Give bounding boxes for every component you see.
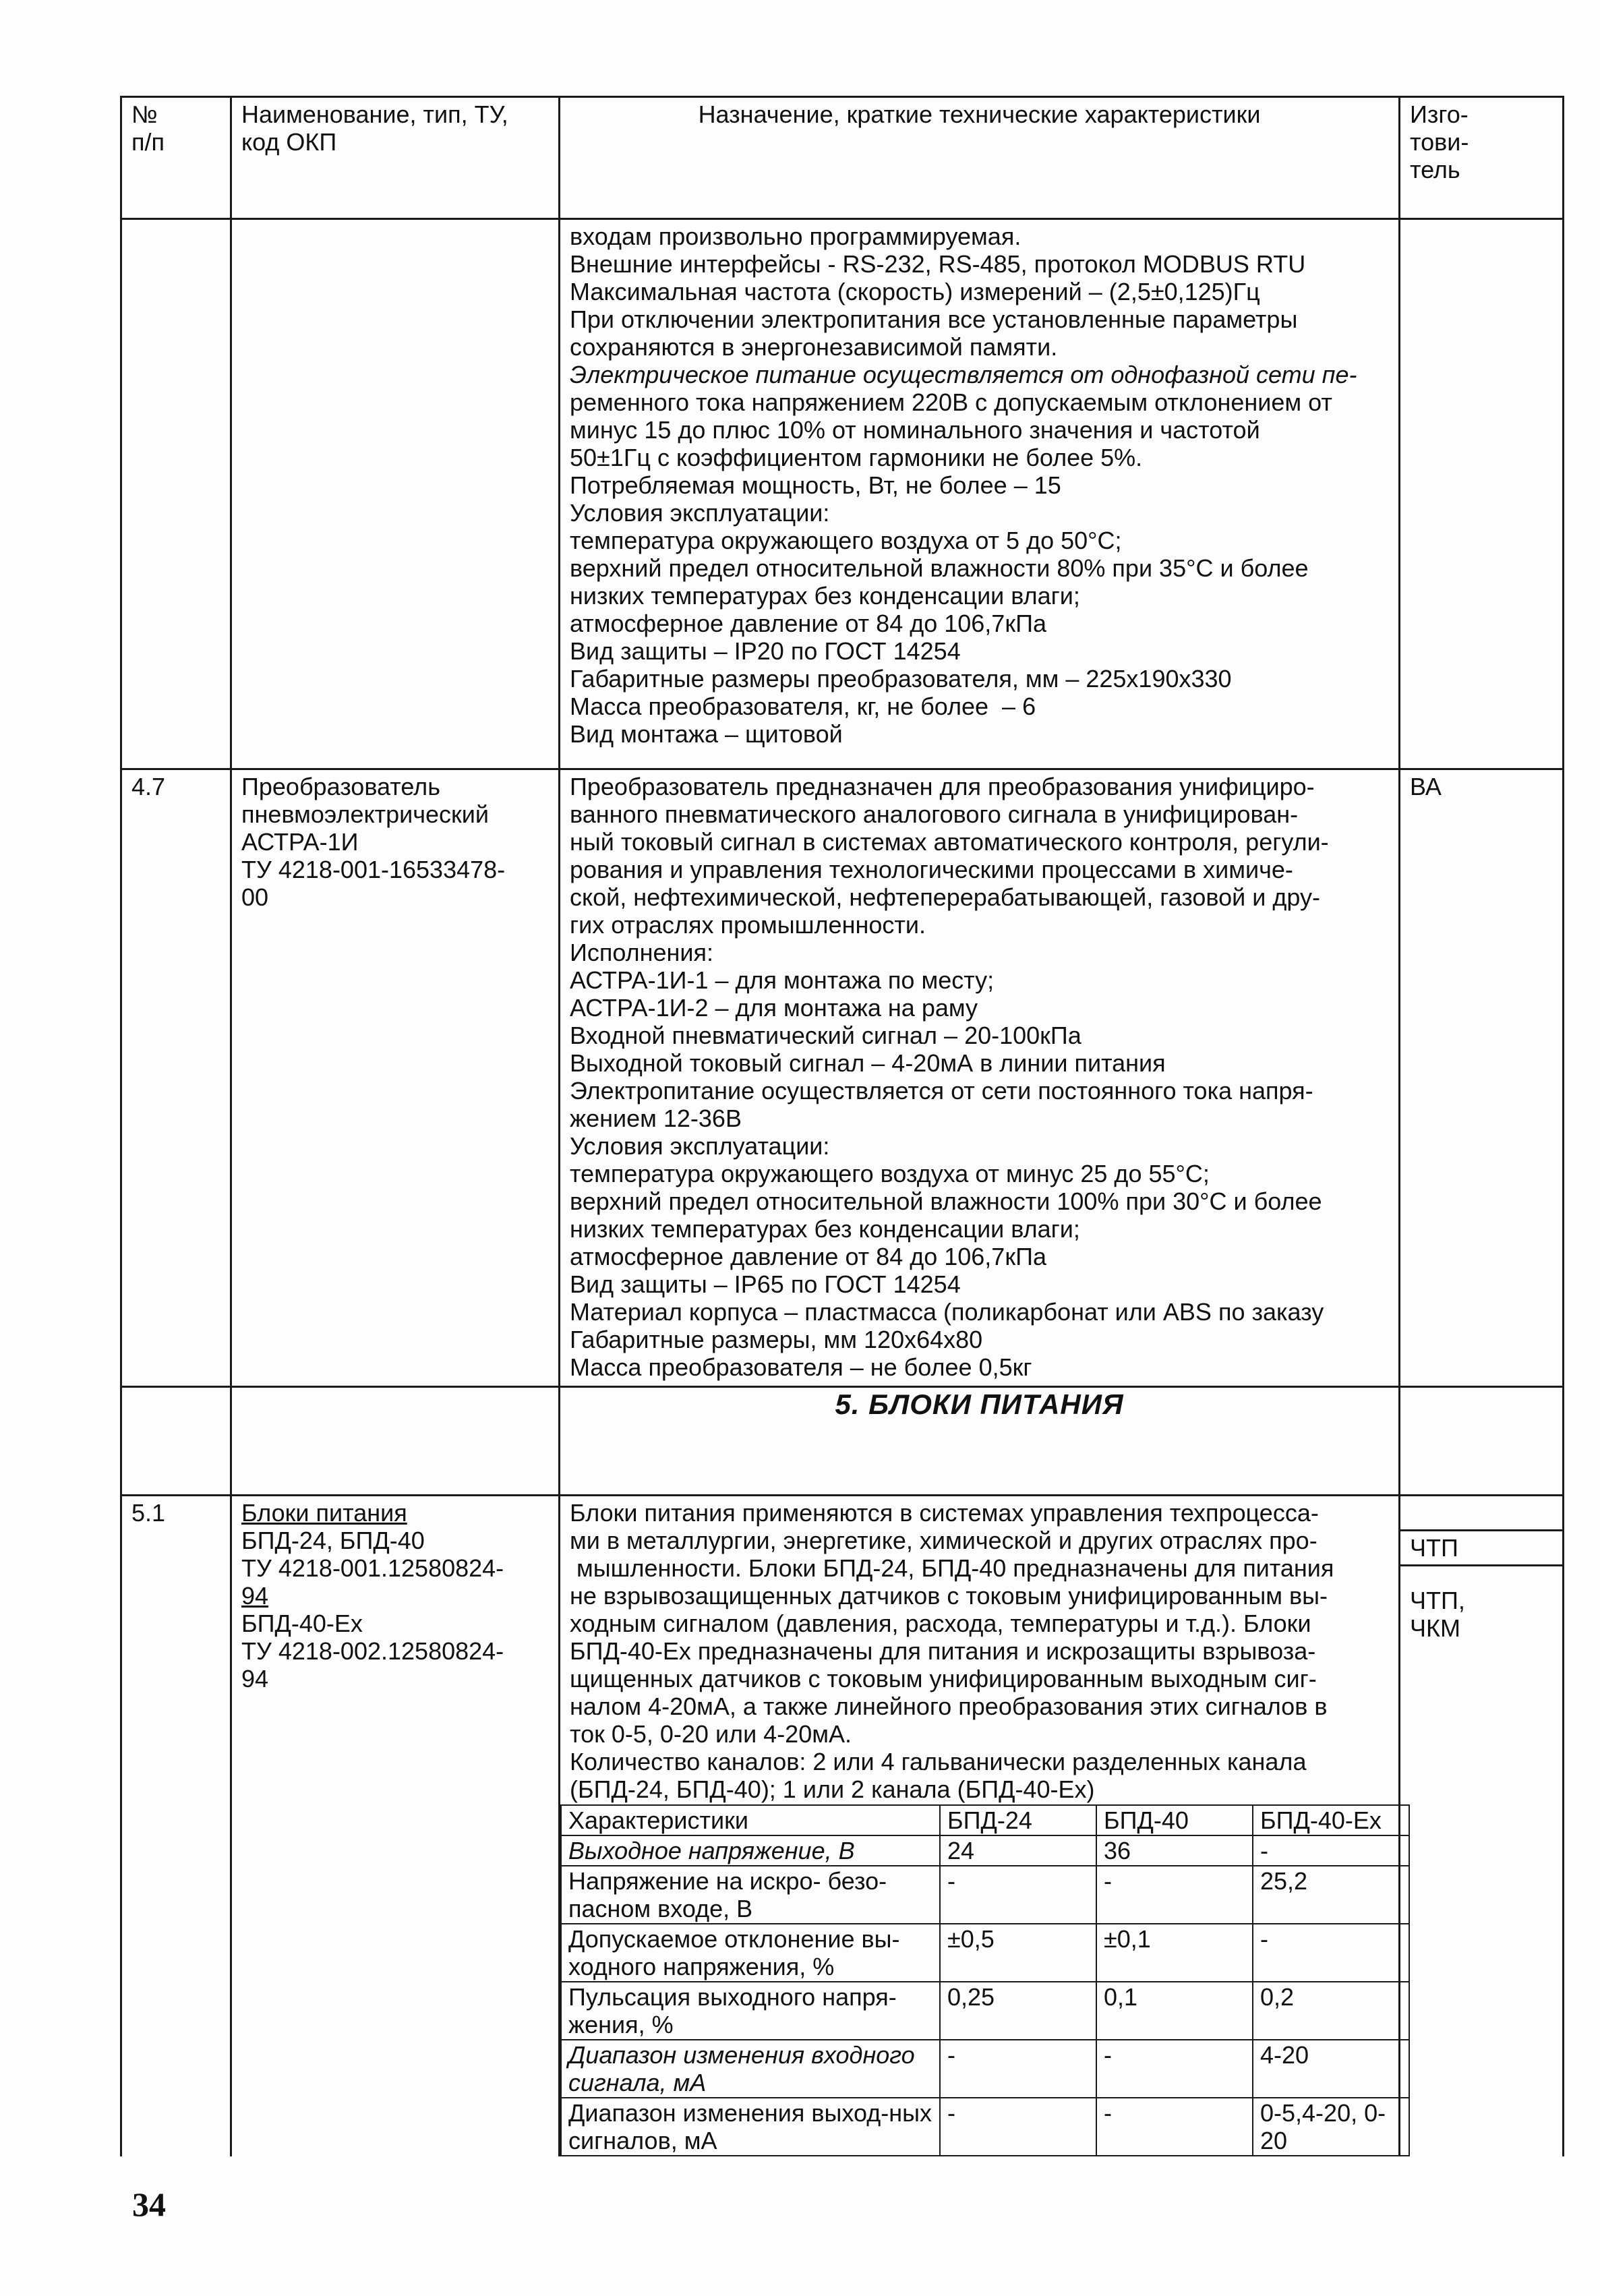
cell-manufacturer (1400, 1496, 1564, 2157)
header-number: № п/п (121, 97, 231, 219)
specs-row (561, 1982, 1409, 2040)
cell-number: 4.7 (121, 769, 231, 1387)
specs-cell: 24 (940, 1835, 1096, 1866)
cell-number (121, 219, 231, 769)
specs-row (561, 1835, 1409, 1866)
specs-cell: Напряжение на искро- безо-пасном входе, В (561, 1866, 940, 1924)
cell-manufacturer: ВА (1400, 769, 1564, 1387)
header-name: Наименование, тип, ТУ, код ОКП (231, 97, 560, 219)
cell-manufacturer (1400, 219, 1564, 769)
specs-header-cell: БПД-24 (940, 1805, 1096, 1835)
specs-header-cell: БПД-40 (1096, 1805, 1253, 1835)
table-row-4-7 (121, 769, 1564, 1387)
cell-number: 5.1 (121, 1496, 231, 2157)
specs-cell: 25,2 (1253, 1866, 1409, 1924)
specs-cell: - (1253, 1835, 1409, 1866)
specs-row (561, 1866, 1409, 1924)
specs-cell: - (1253, 1924, 1409, 1982)
specs-header-row (561, 1805, 1409, 1835)
specs-cell: 0-5,4-20, 0-20 (1253, 2098, 1409, 2156)
specs-cell: Допускаемое отклонение вы-ходного напряжения, % (561, 1924, 940, 1982)
specs-cell: ±0,1 (1096, 1924, 1253, 1982)
specs-cell: - (1096, 1866, 1253, 1924)
page-number: 34 (132, 2185, 166, 2223)
specs-cell: - (1096, 2098, 1253, 2156)
section-row (121, 1387, 1564, 1496)
table-row-continuation (121, 219, 1564, 769)
header-description: Назначение, краткие технические характеристики (560, 97, 1400, 219)
specs-cell: 36 (1096, 1835, 1253, 1866)
specs-row (561, 2040, 1409, 2098)
cell-description: Блоки питания применяются в системах управления техпроцесса- ми в металлургии, энергетике, химической и других отраслях про- мышленности. Блоки БПД-24, БПД-40 предназначены для питания не взрывозащищенных датчиков с токовым унифицированным вы- ходным сигналом (давления, расхода, температуры и т.д.). Блоки БПД-40-Ех предназначены для питания и искрозащиты взрывоза- щищенных датчиков с токовым унифицированным выходным сиг- налом 4-20мА, а также линейного преобразования этих сигналов в ток 0-5, 0-20 или 4-20мА. Количество каналов: 2 или 4 гальванически разделенных канала (БПД-24, БПД-40); 1 или 2 канала (БПД-40-Ех) Характеристики БПД-24 БПД-40 БПД-40-Ех Выходное напряжение, В 24 36 - Напряжение на искро- безо-пасном входе, В - - 25,2 Допускаемое отклонение вы-ходного напряжения, % ±0,5 ±0,1 - Пульсация выходного напря-жения, % 0,25 0,1 0,2 Диапазон изменения входного сигнала, мА - - 4-20 Диапазон изменения выход-ных сигналов, мА - - 0-5,4-20, 0-20 (560, 1496, 1400, 2157)
specs-cell: - (940, 2098, 1096, 2156)
specs-cell: 0,2 (1253, 1982, 1409, 2040)
mfr-box-1: ЧТП (1400, 1531, 1562, 1566)
specs-cell: Диапазон изменения выход-ных сигналов, мА (561, 2098, 940, 2156)
specs-cell: Выходное напряжение, В (561, 1835, 940, 1866)
specs-cell: ±0,5 (940, 1924, 1096, 1982)
header-manufacturer: Изго- тови- тель (1400, 97, 1564, 219)
specs-header-cell: Характеристики (561, 1805, 940, 1835)
cell-manufacturer (1400, 1387, 1564, 1496)
table-row-5-1 (121, 1496, 1564, 2157)
specs-cell: - (940, 2040, 1096, 2098)
specs-row (561, 1924, 1409, 1982)
cell-description: Преобразователь предназначен для преобразования унифициро- ванного пневматического аналогового сигнала в унифицирован- ный токовый сигнал в системах автоматического контроля, регули- рования и управления технологическими процессами в химиче- ской, нефтехимической, нефтеперерабатывающей, газовой и дру- гих отраслях промышленности. Исполнения: АСТРА-1И-1 – для монтажа по месту; АСТРА-1И-2 – для монтажа на раму Входной пневматический сигнал – 20-100кПа Выходной токовый сигнал – 4-20мА в линии питания Электропитание осуществляется от сети постоянного тока напря- жением 12-36В Условия эксплуатации: температура окружающего воздуха от минус 25 до 55°С; верхний предел относительной влажности 100% при 30°С и более низких температурах без конденсации влаги; атмосферное давление от 84 до 106,7кПа Вид защиты – IP65 по ГОСТ 14254 Материал корпуса – пластмасса (поликарбонат или ABS по заказу Габаритные размеры, мм 120х64х80 Масса преобразователя – не более 0,5кг (560, 769, 1400, 1387)
specs-cell: 0,25 (940, 1982, 1096, 2040)
cell-name (231, 1387, 560, 1496)
power-supply-specs-table (560, 1804, 1410, 2156)
mfr-box-2: ЧТП, ЧКМ (1410, 1587, 1465, 1642)
specs-cell: - (1096, 2040, 1253, 2098)
cell-name (231, 219, 560, 769)
specs-row (561, 2098, 1409, 2156)
section-title: 5. БЛОКИ ПИТАНИЯ (560, 1387, 1400, 1496)
cell-number (121, 1387, 231, 1496)
specs-cell: 0,1 (1096, 1982, 1253, 2040)
cell-description: входам произвольно программируемая. Внешние интерфейсы - RS-232, RS-485, протокол MODBUS RTU Максимальная частота (скорость) измерений – (2,5±0,125)Гц При отключении электропитания все установленные параметры сохраняются в энергонезависимой памяти. Электрическое питание осуществляется от однофазной сети пе- ременного тока напряжением 220В с допускаемым отклонением от минус 15 до плюс 10% от номинального значения и частотой 50±1Гц с коэффициентом гармоники не более 5%. Потребляемая мощность, Вт, не более – 15 Условия эксплуатации: температура окружающего воздуха от 5 до 50°С; верхний предел относительной влажности 80% при 35°С и более низких температурах без конденсации влаги; атмосферное давление от 84 до 106,7кПа Вид защиты – IP20 по ГОСТ 14254 Габаритные размеры преобразователя, мм – 225х190х330 Масса преобразователя, кг, не более – 6 Вид монтажа – щитовой (560, 219, 1400, 769)
specs-header-cell: БПД-40-Ех (1253, 1805, 1409, 1835)
table-header-row (121, 97, 1564, 219)
mfr-empty-box (1400, 1496, 1562, 1531)
specs-cell: Пульсация выходного напря-жения, % (561, 1982, 940, 2040)
specs-cell: Диапазон изменения входного сигнала, мА (561, 2040, 940, 2098)
cell-name: Блоки питания БПД-24, БПД-40 ТУ 4218-001.12580824- 94 БПД-40-Ех ТУ 4218-002.12580824- 94 (231, 1496, 560, 2157)
specs-cell: 4-20 (1253, 2040, 1409, 2098)
cell-name: Преобразователь пневмоэлектрический АСТРА-1И ТУ 4218-001-16533478- 00 (231, 769, 560, 1387)
specs-cell: - (940, 1866, 1096, 1924)
equipment-table (120, 96, 1564, 2156)
